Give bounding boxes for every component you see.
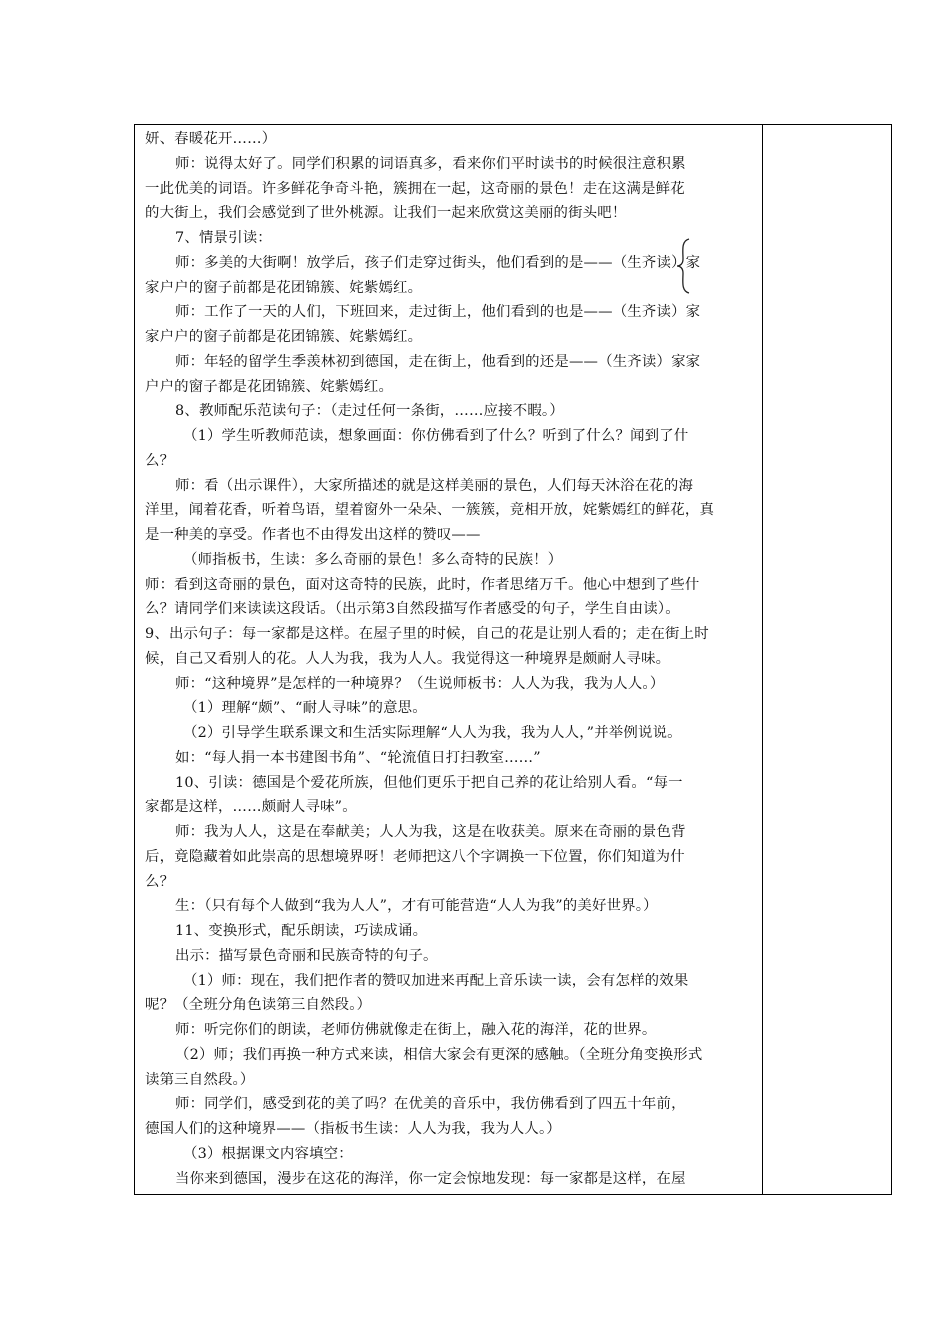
lesson-table: [134, 124, 892, 1195]
text-line: 师：工作了一天的人们，下班回来，走过街上，他们看到的也是——（生齐读）家: [175, 304, 701, 321]
brace-mark: [675, 237, 695, 295]
text-line: 师：“这种境界”是怎样的一种境界？（生说师板书：人人为我，我为人人。）: [175, 675, 665, 692]
text-line: 师：同学们，感受到花的美了吗？在优美的音乐中，我仿佛看到了四五十年前，: [175, 1096, 686, 1113]
text-line: 如：“每人捐一本书建图书角”、“轮流值日打扫教室……”: [175, 749, 541, 766]
text-line: 家户户的窗子前都是花团锦簇、姹紫嫣红。: [145, 329, 423, 345]
text-line: （师指板书，生读：多么奇丽的景色！多么奇特的民族！）: [183, 551, 563, 568]
text-line: 出示：描写景色奇丽和民族奇特的句子。: [175, 947, 438, 964]
text-line: 么？: [145, 873, 175, 890]
text-line: 洋里，闻着花香，听着鸟语，望着窗外一朵朵、一簇簇，竞相开放，姹紫嫣红的鲜花，真: [145, 502, 715, 519]
text-line: 师：多美的大街啊！放学后，孩子们走穿过街头，他们看到的是——（生齐读）家: [175, 254, 701, 271]
text-line: 生：（只有每个人做到“我为人人”，才有可能营造“人人为我”的美好世界。）: [175, 898, 658, 915]
text-line: 德国人们的这种境界——（指板书生读：人人为我，我为人人。）: [145, 1121, 561, 1137]
text-line: （1）理解“颇”、“耐人寻味”的意思。: [183, 700, 427, 717]
notes-cell: [763, 125, 891, 1194]
text-line: 妍、春暖花开……）: [145, 131, 277, 147]
text-line: （1）学生听教师范读，想象画面：你仿佛看到了什么？听到了什么？闻到了什: [183, 428, 689, 444]
text-line: （2）师；我们再换一种方式来读，相信大家会有更深的感触。（全班分角变换形式: [175, 1046, 703, 1063]
text-line: 9、出示句子：每一家都是这样。在屋子里的时候，自己的花是让别人看的；走在街上时: [145, 626, 709, 642]
text-line: （1）师：现在，我们把作者的赞叹加进来再配上音乐读一读，会有怎样的效果: [183, 972, 689, 989]
text-line: 户户的窗子都是花团锦簇、姹紫嫣红。: [145, 378, 394, 395]
text-line: （3）根据课文内容填空：: [183, 1145, 353, 1162]
text-line: 10、引读：德国是个爱花所族，但他们更乐于把自己养的花让给别人看。“每一: [175, 774, 683, 791]
text-line: 家户户的窗子前都是花团锦簇、姹紫嫣红。: [145, 279, 423, 296]
text-line: 师：看（出示课件），大家所描述的就是这样美丽的景色，人们每天沐浴在花的海: [175, 477, 694, 494]
text-line: 师：年轻的留学生季羡林初到德国，走在街上，他看到的还是——（生齐读）家家: [175, 353, 701, 370]
text-line: 读第三自然段。）: [145, 1071, 255, 1088]
text-line: 候，自己又看别人的花。人人为我，我为人人。我觉得这一种境界是颇耐人寻味。: [145, 650, 671, 667]
text-line: 师：看到这奇丽的景色，面对这奇特的民族，此时，作者思绪万千。他心中想到了些什: [145, 576, 700, 593]
text-line: 家都是这样，……颇耐人寻味”。: [145, 799, 357, 816]
text-line: 当你来到德国，漫步在这花的海洋，你一定会惊地发现：每一家都是这样，在屋: [175, 1170, 686, 1187]
text-line: 7、情景引读：: [175, 230, 272, 246]
text-line: 11、变换形式，配乐朗读，巧读成诵。: [175, 923, 428, 939]
text-line: 么？: [145, 452, 175, 469]
text-line: 后，竟隐藏着如此崇高的思想境界呀！老师把这八个字调换一下位置，你们知道为什: [145, 848, 685, 865]
text-line: 师：我为人人，这是在奉献美；人人为我，这是在收获美。原来在奇丽的景色背: [175, 824, 686, 840]
text-line: 的大街上，我们会感觉到了世外桃源。让我们一起来欣赏这美丽的街头吧！: [145, 205, 627, 222]
text-line: 么？请同学们来读读这段话。（出示第3自然段描写作者感受的句子，学生自由读）。: [145, 601, 680, 618]
text-line: 师：说得太好了。同学们积累的词语真多，看来你们平时读书的时候很注意积累: [175, 155, 686, 172]
text-line: 呢？（全班分角色读第三自然段。）: [145, 997, 372, 1014]
text-line: 8、教师配乐范读句子：（走过任何一条街，……应接不暇。）: [175, 403, 564, 420]
text-line: 是一种美的享受。作者也不由得发出这样的赞叹——: [145, 527, 481, 543]
text-line: （2）引导学生联系课文和生活实际理解“人人为我，我为人人，”并举例说说。: [183, 725, 682, 741]
text-line: 师：听完你们的朗读，老师仿佛就像走在街上，融入花的海洋，花的世界。: [175, 1022, 657, 1038]
text-line: 一此优美的词语。许多鲜花争奇斗艳，簇拥在一起，这奇丽的景色！走在这满是鲜花: [145, 180, 685, 197]
content-cell: [135, 125, 763, 1194]
